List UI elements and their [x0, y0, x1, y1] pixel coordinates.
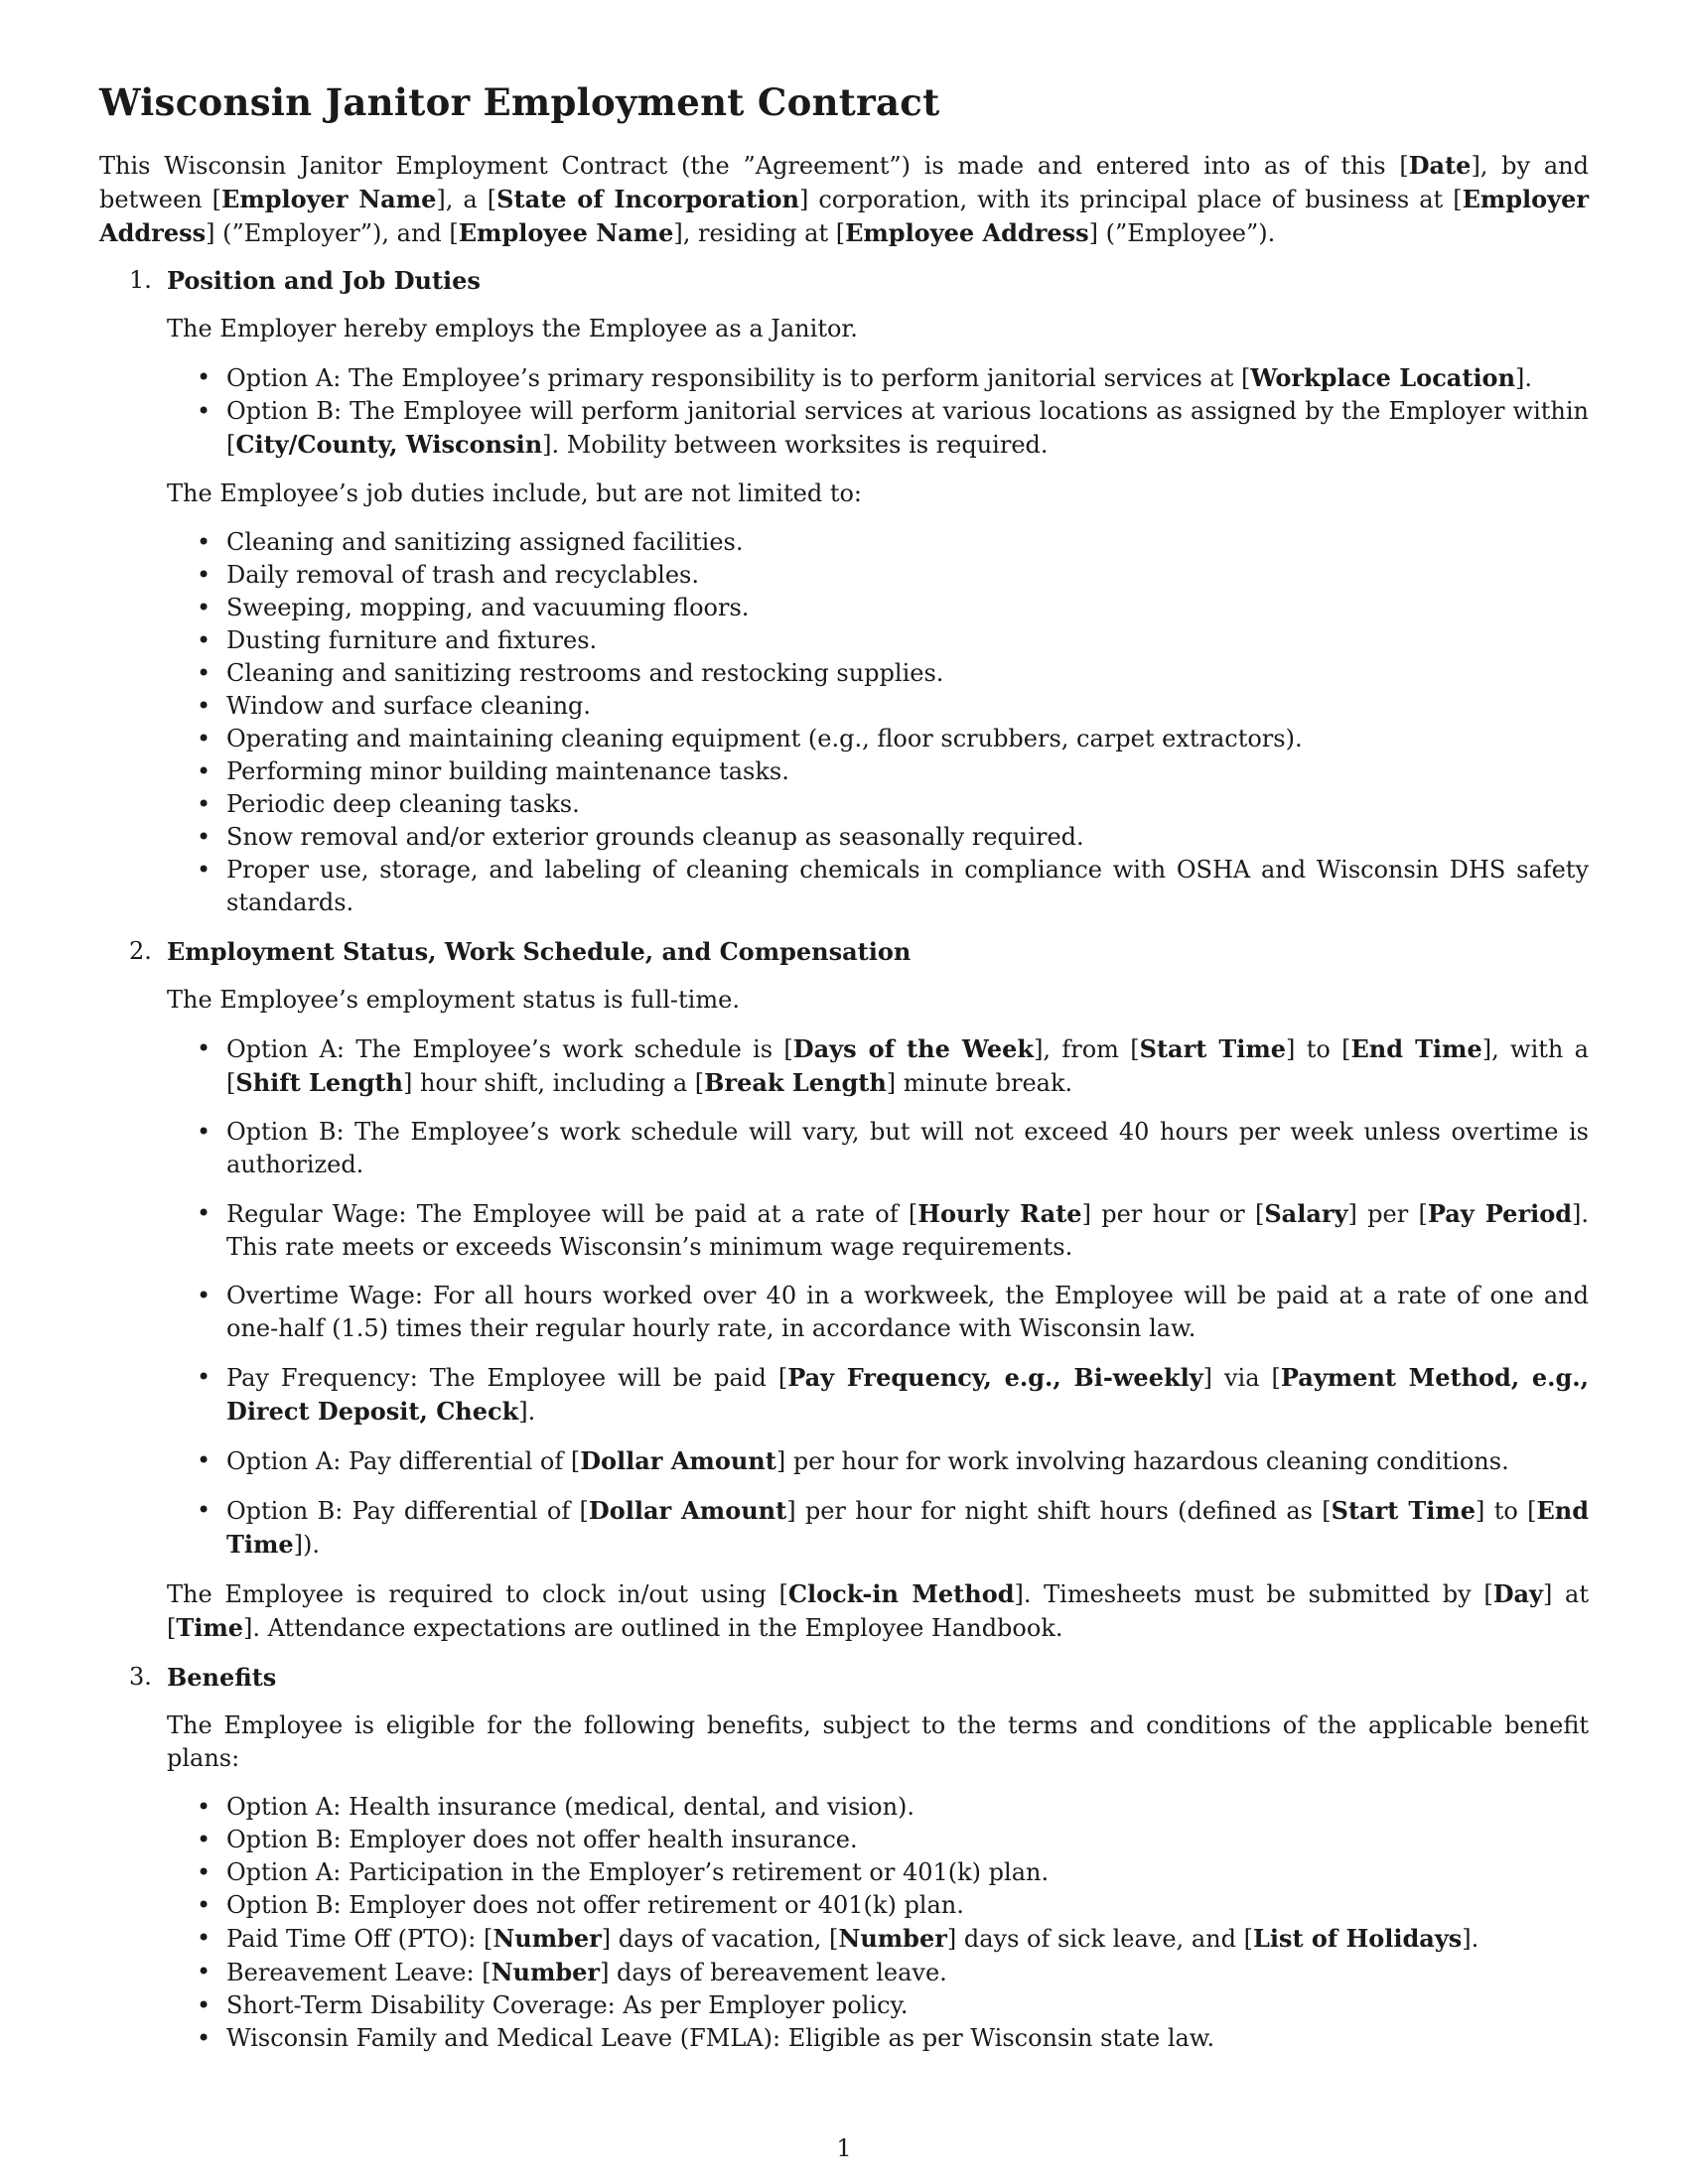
duties-intro: The Employee’s job duties include, but are not limited to: [167, 479, 862, 507]
section-benefits [99, 1661, 1589, 2055]
list-item: • Option B: Pay differential of [Dollar Amount] per hour for night shift hours (defined as [Start Time] to [End Time]). [167, 1494, 1589, 1562]
position-options-list [167, 361, 1589, 462]
list-item: • Operating and maintaining cleaning equipment (e.g., floor scrubbers, carpet extractors). [167, 723, 1589, 755]
section-paragraph: The Employee is eligible for the following benefits, subject to the terms and conditions of the applicable benefit plans: [167, 1711, 1589, 1772]
document-title: Wisconsin Janitor Employment Contract [99, 80, 940, 124]
placeholder-state-of-incorporation: State of Incorporation [496, 185, 799, 213]
section-title: Benefits [167, 1663, 277, 1692]
list-item: • Regular Wage: The Employee will be paid at a rate of [Hourly Rate] per hour or [Salary] per [Pay Period]. This rate meets or exceeds Wisconsin’s minimum wage requirements. [167, 1197, 1589, 1264]
list-item: • Daily removal of trash and recyclables. [167, 559, 1589, 592]
section-paragraph: The Employee’s employment status is full-time. [167, 986, 740, 1014]
list-item: • Paid Time Off (PTO): [Number] days of vacation, [Number] days of sick leave, and [List of Holidays]. [167, 1922, 1589, 1956]
placeholder-date: Date [1408, 151, 1472, 180]
list-item: • Option A: Pay differential of [Dollar Amount] per hour for work involving hazardous cleaning conditions. [167, 1444, 1589, 1478]
placeholder-employee-address: Employee Address [845, 218, 1089, 247]
list-item: • Short-Term Disability Coverage: As per Employer policy. [167, 1989, 1589, 2022]
section-position-duties [99, 264, 1589, 919]
list-item: • Cleaning and sanitizing restrooms and restocking supplies. [167, 657, 1589, 690]
list-item: • Pay Frequency: The Employee will be paid [Pay Frequency, e.g., Bi-weekly] via [Payment Method, e.g., Direct Deposit, Check]. [167, 1361, 1589, 1429]
list-item: • Option B: Employer does not offer health insurance. [167, 1824, 1589, 1856]
list-item: • Wisconsin Family and Medical Leave (FMLA): Eligible as per Wisconsin state law. [167, 2022, 1589, 2055]
list-item: • Dusting furniture and fixtures. [167, 624, 1589, 657]
list-item: • Option B: The Employee will perform janitorial services at various locations as assigned by the Employer within [City/County, Wisconsin]. Mobility between worksites is required. [167, 395, 1589, 462]
placeholder-employer-address: Employer Address [99, 185, 1590, 247]
list-item: • Periodic deep cleaning tasks. [167, 788, 1589, 821]
list-item: • Option B: The Employee’s work schedule will vary, but will not exceed 40 hours per week unless overtime is authorized. [167, 1116, 1589, 1181]
list-item: • Option A: Participation in the Employer’s retirement or 401(k) plan. [167, 1856, 1589, 1889]
timesheet-paragraph: The Employee is required to clock in/out using [Clock-in Method]. Timesheets must be submitted by [Day] at [Time]. Attendance expectations are outlined in the Employee Handbook. [167, 1579, 1589, 1642]
placeholder-employee-name: Employee Name [458, 218, 674, 247]
list-item: • Proper use, storage, and labeling of cleaning chemicals in compliance with OSHA and Wisconsin DHS safety standards. [167, 854, 1589, 919]
intro-paragraph: This Wisconsin Janitor Employment Contract (the ”Agreement”) is made and entered into as of this [Date], by and between [Employer Name], a [State of Incorporation] corporation, with its principal place of business at [Employer Address] (”Employer”), and [Employee Name], residing at [Employee Address] (”Employee”). [99, 151, 1590, 247]
section-employment-compensation [99, 935, 1589, 1645]
section-title: Employment Status, Work Schedule, and Compensation [167, 937, 912, 966]
page-number: 1 [836, 2134, 852, 2162]
list-item: • Option A: Health insurance (medical, dental, and vision). [167, 1791, 1589, 1824]
document-page [99, 79, 1589, 2071]
duties-list [167, 526, 1589, 919]
section-title: Position and Job Duties [167, 266, 481, 295]
list-item: • Snow removal and/or exterior grounds cleanup as seasonally required. [167, 821, 1589, 854]
section-number: 3. [129, 1663, 152, 1691]
benefits-list [167, 1791, 1589, 2055]
section-number: 2. [129, 937, 152, 965]
list-item: • Overtime Wage: For all hours worked over 40 in a workweek, the Employee will be paid at a rate of one and one-half (1.5) times their regular hourly rate, in accordance with Wisconsin law. [167, 1280, 1589, 1345]
section-paragraph: The Employer hereby employs the Employee as a Janitor. [167, 315, 858, 342]
list-item: • Bereavement Leave: [Number] days of bereavement leave. [167, 1956, 1589, 1989]
contract-sections [99, 264, 1589, 2055]
placeholder-employer-name: Employer Name [221, 185, 437, 213]
list-item: • Option A: The Employee’s work schedule is [Days of the Week], from [Start Time] to [End Time], with a [Shift Length] hour shift, including a [Break Length] minute break. [167, 1032, 1589, 1100]
list-item: • Option A: The Employee’s primary responsibility is to perform janitorial services at [Workplace Location]. [167, 361, 1589, 395]
list-item: • Performing minor building maintenance tasks. [167, 755, 1589, 788]
list-item: • Sweeping, mopping, and vacuuming floors. [167, 592, 1589, 624]
compensation-list [167, 1032, 1589, 1562]
list-item: • Cleaning and sanitizing assigned facilities. [167, 526, 1589, 559]
list-item: • Window and surface cleaning. [167, 690, 1589, 723]
list-item: • Option B: Employer does not offer retirement or 401(k) plan. [167, 1889, 1589, 1922]
section-number: 1. [129, 266, 152, 294]
